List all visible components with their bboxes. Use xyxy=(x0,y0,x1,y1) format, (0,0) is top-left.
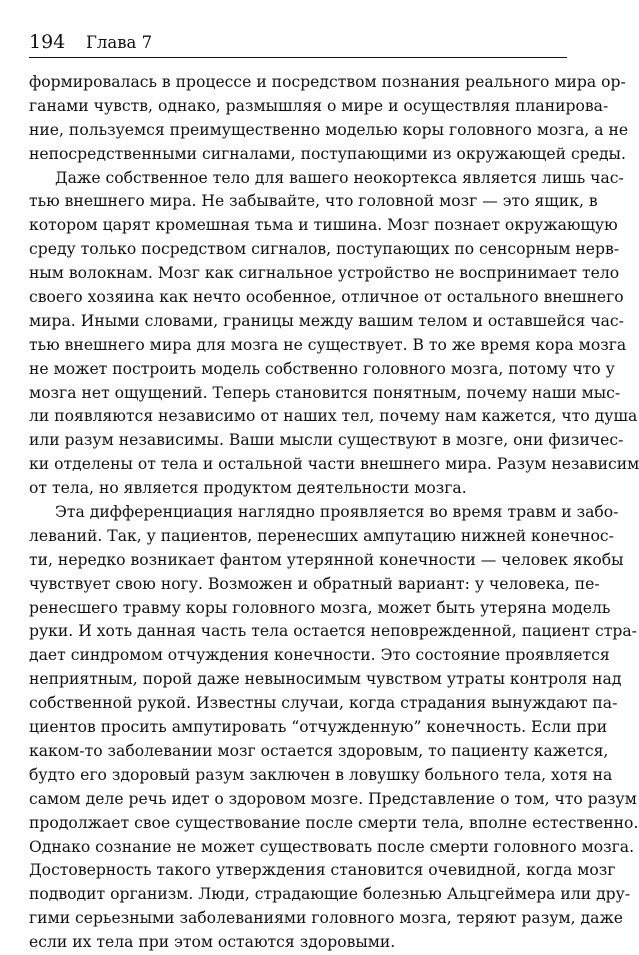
text-line: не может построить модель собственно головного мозга, потому что у xyxy=(29,359,615,378)
text-line: циентов просить ампутировать “отчужденную” конечность. Если при xyxy=(29,718,608,737)
text-line: каком-то заболевании мозг остается здоровым, то пациенту кажется, xyxy=(29,741,609,760)
text-line: своего хозяина как нечто особенное, отличное от остального внешнего xyxy=(29,288,624,307)
text-line: руки. И хоть данная часть тела остается неповрежденной, пациент стра- xyxy=(29,622,637,641)
page-header xyxy=(29,31,567,58)
text-line: котором царят кромешная тьма и тишина. Мозг познает окружающую xyxy=(29,216,618,235)
text-line: тью внешнего мира. Не забывайте, что головной мозг — это ящик, в xyxy=(29,192,598,211)
text-line: продолжает свое существование после смерти тела, вполне естественно. xyxy=(29,813,639,832)
text-line: ти, нередко возникает фантом утерянной конечности — человек якобы xyxy=(29,550,624,569)
text-line: от тела, но является продуктом деятельности мозга. xyxy=(29,479,467,498)
text-line: ным волокнам. Мозг как сигнальное устройство не воспринимает тело xyxy=(29,264,620,283)
text-line: гими серьезными заболеваниями головного мозга, теряют разум, даже xyxy=(29,909,624,928)
text-line: мозга нет ощущений. Теперь становится понятным, почему наши мыс- xyxy=(29,383,621,402)
text-line: подводит организм. Люди, страдающие болезнью Альцгеймера или дру- xyxy=(29,885,631,904)
text-line: тью внешнего мира для мозга не существует. В то же время кора мозга xyxy=(29,335,627,354)
text-line: самом деле речь идет о здоровом мозге. Представление о том, что разум xyxy=(29,789,637,808)
chapter-title: Глава 7 xyxy=(86,33,153,52)
text-line: дает синдромом отчуждения конечности. Это состояние проявляется xyxy=(29,646,610,665)
text-line: собственной рукой. Известны случаи, когда страдания вынуждают па- xyxy=(29,694,618,713)
text-line: или разум независимы. Ваши мысли существуют в мозге, они физичес- xyxy=(29,431,624,450)
text-line: формировалась в процессе и посредством познания реального мира ор- xyxy=(29,73,626,91)
text-line: Однако сознание не может существовать после смерти головного мозга. xyxy=(29,837,635,856)
text-line: ли появляются независимо от наших тел, почему нам кажется, что душа xyxy=(29,407,638,426)
text-line: если их тела при этом остаются здоровыми. xyxy=(29,933,396,952)
body-text xyxy=(29,71,639,955)
text-line: неприятным, порой даже невыносимым чувством утраты контроля над xyxy=(29,670,622,689)
text-line: леваний. Так, у пациентов, перенесших ампутацию нижней конечнос- xyxy=(29,526,614,545)
text-line: будто его здоровый разум заключен в ловушку больного тела, хотя на xyxy=(29,765,613,784)
page-number: 194 xyxy=(29,31,66,53)
text-line: чувствует свою ногу. Возможен и обратный вариант: у человека, пе- xyxy=(29,574,600,593)
text-line: ние, пользуемся преимущественно моделью коры головного мозга, а не xyxy=(29,120,629,139)
text-line: среду только посредством сигналов, поступающих по сенсорным нерв- xyxy=(29,240,620,259)
text-line: Достоверность такого утверждения становится очевидной, когда мозг xyxy=(29,861,616,880)
text-line: мира. Иными словами, границы между вашим телом и оставшейся час- xyxy=(29,311,624,330)
text-line: ганами чувств, однако, размышляя о мире и осуществляя планирова- xyxy=(29,96,609,115)
paragraph-first-line: Эта дифференциация наглядно проявляется во время травм и забо- xyxy=(55,503,619,522)
paragraph-first-line: Даже собственное тело для вашего неокортекса является лишь час- xyxy=(55,168,624,187)
text-line: ки отделены от тела и остальной части внешнего мира. Разум независим xyxy=(29,455,639,474)
text-line: непосредственными сигналами, поступающими из окружающей среды. xyxy=(29,144,626,163)
text-line: ренесшего травму коры головного мозга, может быть утеряна модель xyxy=(29,598,611,617)
